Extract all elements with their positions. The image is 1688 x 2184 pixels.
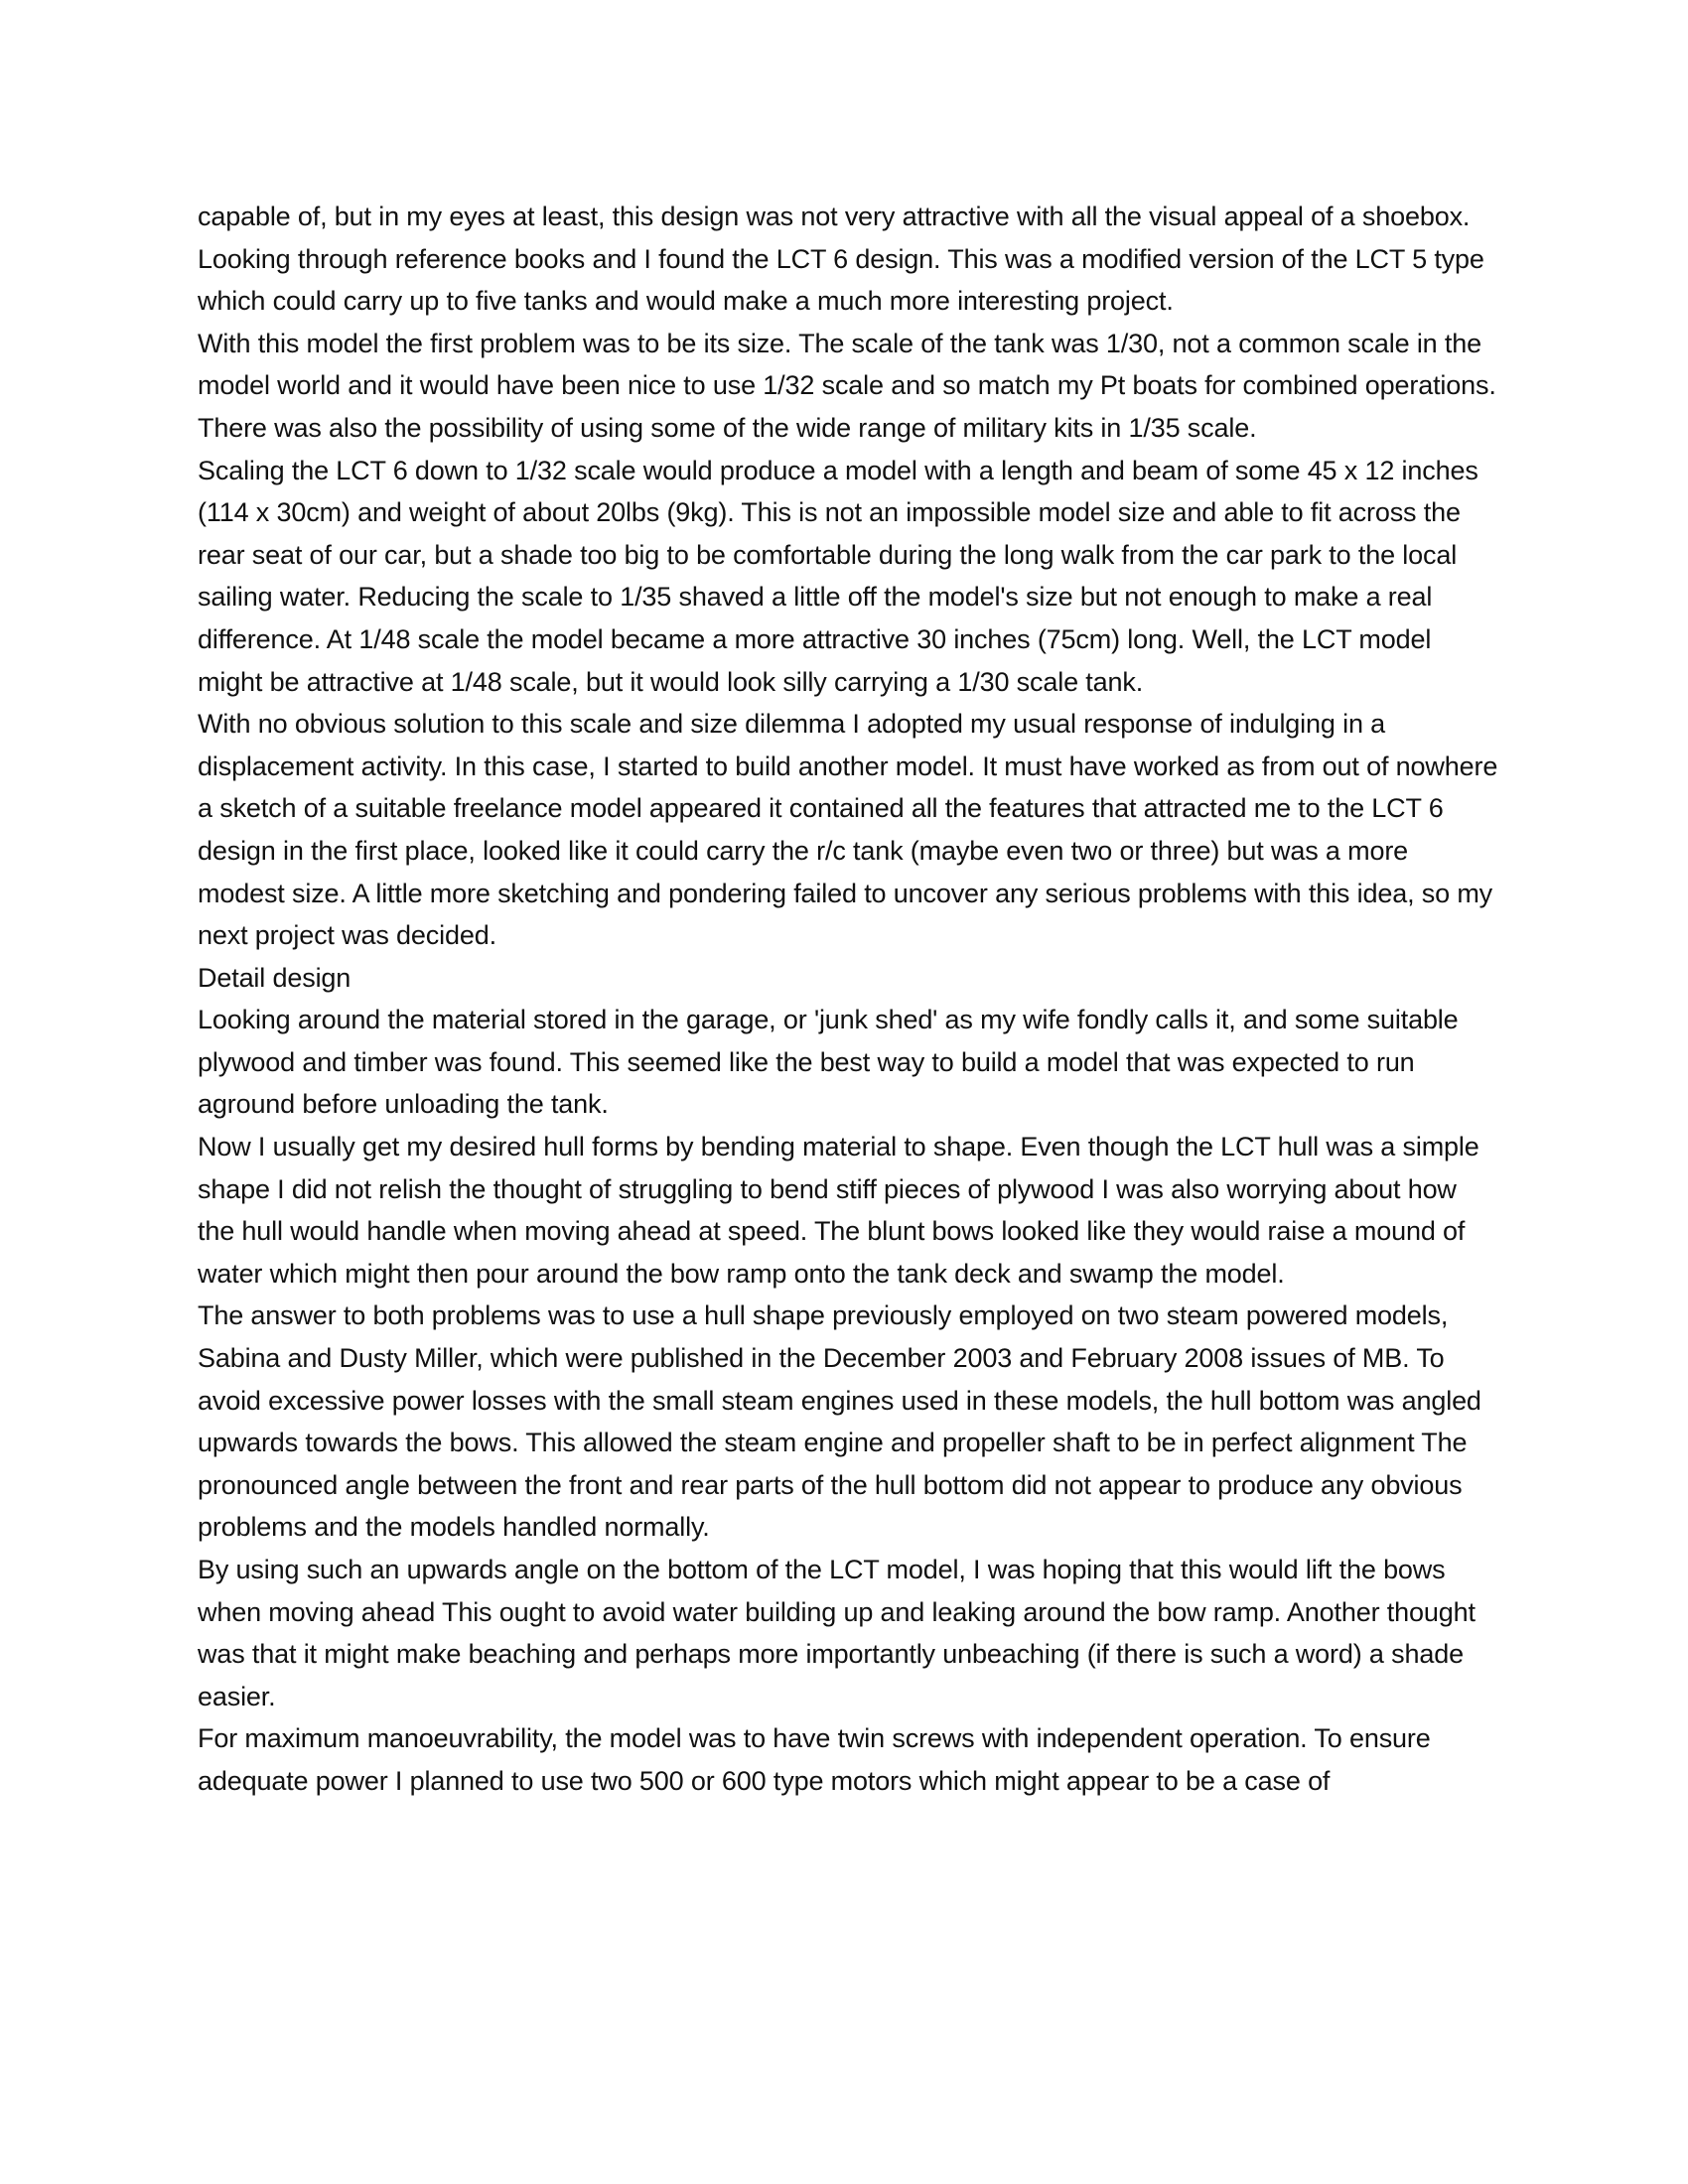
paragraph: Looking around the material stored in the garage, or 'junk shed' as my wife fondly calls it, and some suitable plywood and timber was found. This seemed like the best way to build a model that was expected to run aground before unloading the tank.: [198, 1005, 1459, 1120]
paragraph: With no obvious solution to this scale and size dilemma I adopted my usual response of indulging in a displacement activity. In this case, I started to build another model. It must have worked as from out of nowhere a sketch of a suitable freelance model appeared it contained all the features that attracted me to the LCT 6 design in the first place, looked like it could carry the r/c tank (maybe even two or three) but was a more modest size. A little more sketching and pondering failed to uncover any serious problems with this idea, so my next project was decided.: [198, 709, 1498, 951]
paragraph: The answer to both problems was to use a hull shape previously employed on two steam powered models, Sabina and Dusty Miller, which were published in the December 2003 and February 2008 issues of MB. To avoid excessive power losses with the small steam engines used in these models, the hull bottom was angled upwards towards the bows. This allowed the steam engine and propeller shaft to be in perfect alignment The pronounced angle between the front and rear parts of the hull bottom did not appear to produce any obvious problems and the models handled normally.: [198, 1300, 1481, 1543]
section-heading: Detail design: [198, 962, 352, 993]
paragraph: capable of, but in my eyes at least, this design was not very attractive with all the visual appeal of a shoebox. Looking through reference books and I found the LCT 6 design. This was a modified version of the LCT 5 type which could carry up to five tanks and would make a much more interesting project.: [198, 202, 1484, 317]
document-body: [198, 196, 1498, 1803]
paragraph: With this model the first problem was to be its size. The scale of the tank was 1/30, not a common scale in the model world and it would have been nice to use 1/32 scale and so match my Pt boats for combined operations. There was also the possibility of using some of the wide range of military kits in 1/35 scale.: [198, 328, 1496, 443]
paragraph: Now I usually get my desired hull forms by bending material to shape. Even though the LCT hull was a simple shape I did not relish the thought of struggling to bend stiff pieces of plywood I was also worrying about how the hull would handle when moving ahead at speed. The blunt bows looked like they would raise a mound of water which might then pour around the bow ramp onto the tank deck and swamp the model.: [198, 1132, 1479, 1289]
paragraph: For maximum manoeuvrability, the model was to have twin screws with independent operation. To ensure adequate power I planned to use two 500 or 600 type motors which might appear to be a case of: [198, 1723, 1431, 1796]
paragraph: Scaling the LCT 6 down to 1/32 scale would produce a model with a length and beam of some 45 x 12 inches (114 x 30cm) and weight of about 20lbs (9kg). This is not an impossible model size and able to fit across the rear seat of our car, but a shade too big to be comfortable during the long walk from the car park to the local sailing water. Reducing the scale to 1/35 shaved a little off the model's size but not enough to make a real difference. At 1/48 scale the model became a more attractive 30 inches (75cm) long. Well, the LCT model might be attractive at 1/48 scale, but it would look silly carrying a 1/30 scale tank.: [198, 455, 1478, 697]
paragraph: By using such an upwards angle on the bottom of the LCT model, I was hoping that this would lift the bows when moving ahead This ought to avoid water building up and leaking around the bow ramp. Another thought was that it might make beaching and perhaps more importantly unbeaching (if there is such a word) a shade easier.: [198, 1555, 1476, 1711]
